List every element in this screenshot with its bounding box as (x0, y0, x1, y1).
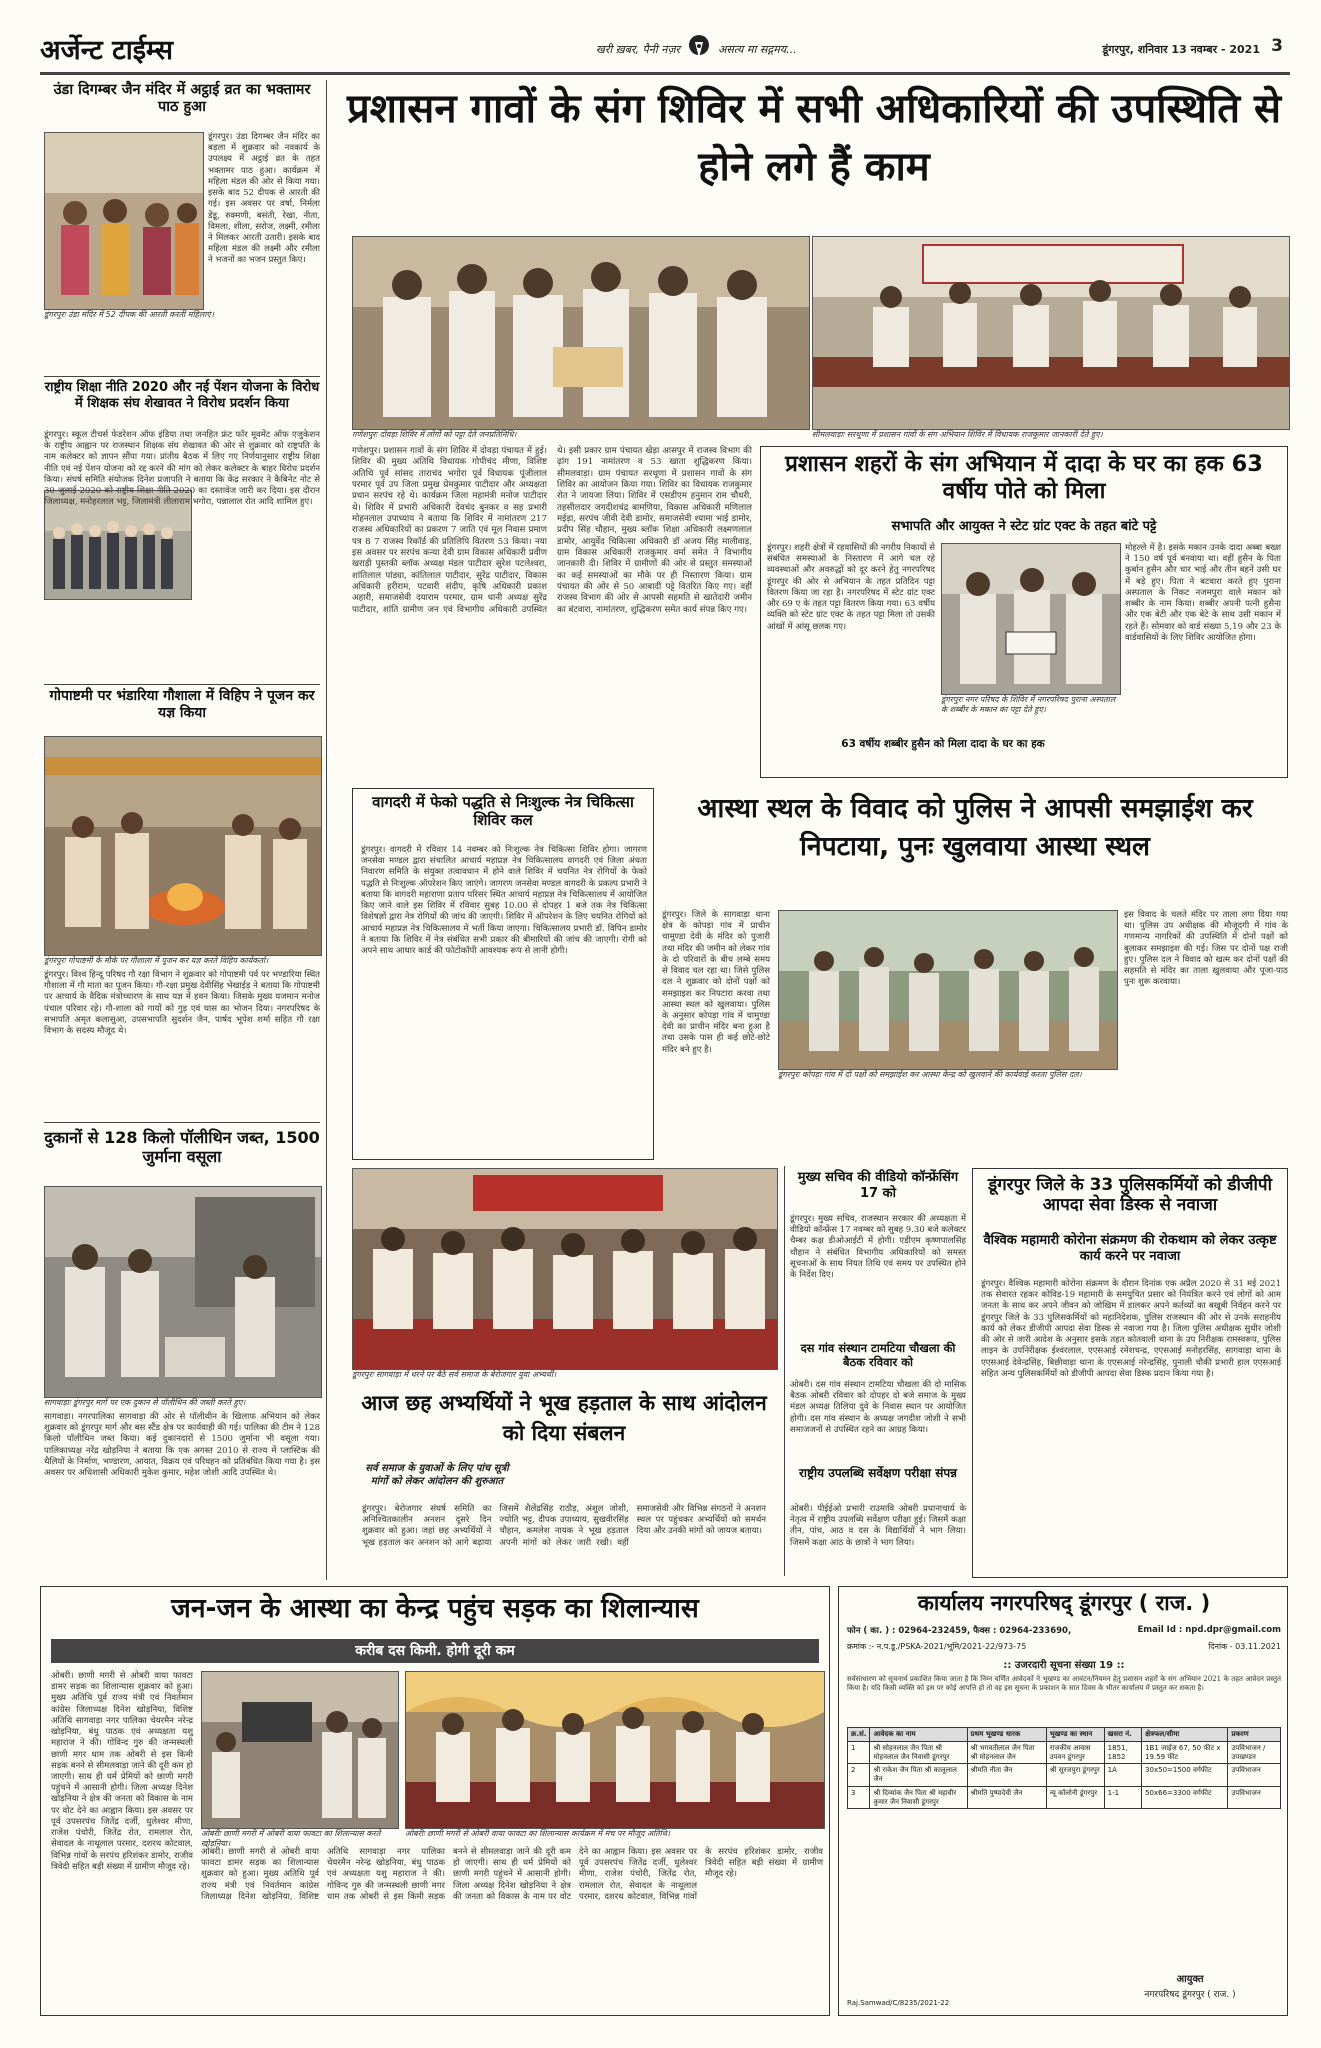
table-cell: श्रीमति पुष्पादेवी जैन (967, 1786, 1046, 1809)
road-caption-left: ओबरीः छाणी मगरी में ओबरी वाया फावटा का शिलान्यास करते खोड़निया। (201, 1829, 381, 1848)
gopashtami-photo (44, 736, 322, 956)
masthead (40, 28, 1290, 70)
column-divider (784, 1166, 785, 1576)
notice-title: कार्यालय नगरपरिषद् डूंगरपुर ( राज. ) (917, 1591, 1211, 1615)
polythene-headline: दुकानों से 128 किलो पॉलीथिन जब्त, 1500 जुर्माना वसूला (44, 1128, 320, 1167)
road-body: ओबरी। छाणी मगरी से ओबरी वाया फावटा डामर सड़क का शिलान्यास शुक्रवार को हुआ। मुख्य अतिथि पूर्व राज्य मंत्री एवं निवर्तमान कांग्रेस जिलाध्यक्ष दिनेश खोड़निया, विशिष्ट अतिथि सागवाड़ा नगर पालिका चेयरमैन नरेन्द्र खोड़निया, बंधु पाठक एवं अध्यक्षता यशु महाराज ने की। गोविन्द गुरु की जन्मस्थली छाणी मगर धाम तक ओबरी से इस किमी सड़क बनने से सीमलवाड़ा जाने की दूरी कम हो जाएगी। साथ ही धर्म प्रेमियों को छाणी मगरी पहुंचने में आसानी होगी। जिला अध्यक्ष दिनेश खोड़निया ने क्षेत्र की जनता को विकास के नाम पर वोट देने का आह्वान किया। इस अवसर पर पूर्व उपसरपंच जितेंद्र दर्जी, धुलेश्वर मीणा, राजेश पंचोरी, जितेंद्र रोत, रामलाल रोत, सेवादल के नाथूलाल परमार, दशरथ कोटवाल, विभिन्न गांवों के सरपंच हरिशंकर डामोर, राजीव त्रिवेदी सहित बड़ी संख्या में ग्रामीण मौजूद रहे। (51, 1671, 193, 1872)
temple-caption: डूंगरपुरः कोपड़ा गांव में दो पक्षों को समझाईश कर आस्था केन्द्र को खुलवाने की कार्यवाई करता पुलिस दल। (778, 1070, 1082, 1079)
table-cell: उपविभाजन (1228, 1764, 1281, 1787)
table-cell: 2 (848, 1764, 870, 1787)
land-headline: प्रशासन शहरों के संग अभियान में दादा के घर का हक 63 वर्षीय पोते को मिला (785, 451, 1263, 504)
temple-headline: आस्था स्थल के विवाद को पुलिस ने आपसी समझाईश कर निपटाया, पुनः खुलवाया आस्था स्थल (697, 793, 1253, 863)
notice-box (838, 1586, 1288, 2016)
vc-headline: मुख्य सचिव की वीडियो कॉन्फ्रेंसिंग 17 को (797, 1170, 959, 1201)
lead-body: गणेशपुर। प्रशासन गावों के संग शिविर में दोवड़ा पंचायत में हुई। शिविर की मुख्य अतिथि विधायक गोपीचंद मीणा, विशिष्ट अतिथि पूर्व सांसद ताराचंद भगोरा पूर्व विधायक पूंजीलाल परमार पूर्व उप जिला प्रमुख प्रेमकुमार पाटीदार और अध्यक्षता प्रधान सरपंच रहे थे। कार्यक्रम जिला महामंत्री मनोज पाटीदार थे। शिविर में प्रभारी अधिकारी देवचंद बुनकर व सह प्रभारी मोहनलाल उपाध्याय ने बताया कि शिविर में नामांतरण 217 राजस्व अधिकारियों का प्रकरण 7 जाति एवं मूल निवास प्रमाण पत्र 8 7 राजस्व रिकॉर्ड की प्रतिलिपि वितरण 53 किया। नया इस अवसर पर सरपंच कन्या देवी ग्राम विकास अधिकारी प्रवीण खराड़ी पुस्तकी ब्लॉक अध्यक्ष मंडल पाटीदार सुरेश पटलेश्वरा, शांतिलाल पांड्या, कांतिलाल पाटीदार, सुरेंद्र पाटीदार, विकास अधिकारी हरीराम, पटवारी संदीप, कृषि अधिकारी प्रकाश अहारी, समाजसेवी दयाराम परमार, ग्राम धानी अध्यक्ष सुरेंद्र पाटीदार, शांति ग्रामीण जन एवं विभागीय अधिकारी उपस्थित थे। इसी प्रकार ग्राम पंचायत खेड़ा आसपुर में राजस्व विभाग की ढ़ांग 191 नामांतरण व 53 खाता शुद्धिकरण किया। सीमलवाड़ा। ग्राम पंचायत सरथूणा में प्रशासन गावों के संग शिविर का आयोजन किया गया। शिविर का विधायक राजकुमार रोत ने जायजा लिया। शिविर में एसडीएम हनुमान राम चौधरी, तहसीलदार जगदीशचंद्र बामणिया, विकास अधिकारी मणिलाल मईड़ा, सरपंच जीवी देवी डामोर, समाजसेवी श्यामा भाई डामोर, प्रदीप सिंह चौहान, मुख्य ब्लॉक शिक्षा अधिकारी लक्ष्मणलाल डामोर, आयुर्वेद चिकित्सा अधिकारी डॉ अजय सिंह मालीवाड़, ग्राम विकास अधिकारी राजकुमार वर्मा समेत ने विभागीय जानकारी दी। शिविर में ग्रामीणों की ओर से प्रस्तुत समस्याओं का कई समस्याओं का मौके पर ही निस्तारण किया। ग्राम पंचायत की ओर से 50 आबादी पट्टे वितरित किए गए। वहीं राजस्व विभाग की ओर से आपसी सहमति से खातेदारी जमीन का बंटवारा, नामांतरण, शुद्धिकरण समेत कार्य संपन्न किए गए। (352, 446, 752, 615)
table-cell: राजकीय आवास उपवन डूंगरपुर (1046, 1741, 1104, 1764)
land-caption: डूंगरपुरः नगर परिषद के शिविर में नगरपरिषद पुराना अस्पताल के शब्बीर के मकान का पट्टा देते हुए। (941, 695, 1116, 714)
table-cell: श्री दिव्यांक जैन पिता श्री महावीर कुमार जैन निवासी डूंगरपुर (870, 1786, 967, 1809)
police-subhead: वैश्विक महामारी कोरोना संक्रमण की रोकथाम को लेकर उत्कृष्ट कार्य करने पर नवाजा (983, 1233, 1277, 1264)
table-cell: 1 (848, 1741, 870, 1764)
gopashtami-body: डूंगरपुर। विश्व हिन्दू परिषद गौ रक्षा विभाग ने शुक्रवार को गोपाष्टमी पर्व पर भण्डारिया स्थित गौशाला में गौ माता का पूजन किया। गौ-रक्षा प्रमुख देवीसिंह भेखाईड़ ने बताया कि गोपाष्टमी पर आचार्य के वैदिक मंत्रोच्चारण के साथ यज्ञ में हवन किया। जिसके मुख्य यजमान मनोज पंचाल परिवार रहे। गौ-शाला को गायों को गुड़ एवं घास का भोजन दिया। नगरपरिषद के सभापति अमृत कलासुआ, उपसभापति सुदर्शन जैन, पार्षद भूपेश शर्मा सहित गौ रक्षा विभाग के सदस्य मौजूद थे। (44, 970, 320, 1037)
table-cell: 1A (1104, 1764, 1141, 1787)
table-cell: 50x66=3300 वर्गफीट (1142, 1786, 1228, 1809)
gopashtami-headline: गोपाष्टमी पर भंडारिया गौशाला में विहिप ने पूजन कर यज्ञ किया (49, 688, 315, 721)
newspaper-name: अर्जेन्ट टाईम्स (40, 35, 174, 66)
tamtiya-body: ओबरी। दस गांव संस्थान टामटिया चौखला की दो मासिक बैठक ओबरी रविवार को दोपहर दो बजे समाज के मुख्य मंडल अध्यक्ष तिलिया दुवे के निवास स्थान पर आयोजित होगी। दस गांव संस्थान के अध्यक्ष जगदीश जोशी ने सभी समाजजनों से उपस्थित रहने का आग्रह किया। (790, 1380, 966, 1435)
masthead-tagline-right: असत्य मा सद्गमय... (718, 43, 797, 56)
hunger-photo (352, 1168, 778, 1370)
page-number: 3 (1271, 36, 1283, 56)
hunger-headline: आज छह अभ्यर्थियों ने भूख हड़ताल के साथ आंदोलन को दिया संबलन (361, 1391, 767, 1446)
land-body-2: मोहल्ले में है। इसके मकान उनके दादा अब्बा बख्श ने 150 वर्ष पूर्व बनवाया था। वहीं हुसैन के पिता कुर्बान हुसैन और चार भाई और तीन बहनें उसी घर में बड़े हुए। पिता ने बटवारा करते हुए पुराना अस्पताल के निकट नजमपुरा वाले मकान को शब्बीर के नाम किया। शब्बीर अपनी पत्नी हुसैना और एक बेटी और एक बेटे के साथ उसी मकान में रहते हैं। सोमवार को वार्ड संख्या 5,19 और 23 के वार्डवासियों के लिए शिविर आयोजित होगा। (1125, 543, 1281, 643)
notice-table-header: क्षेत्रफल/सीमा (1142, 1728, 1228, 1742)
road-box (40, 1586, 830, 2016)
notice-table-header: खसरा नं. (1104, 1728, 1141, 1742)
notice-subject: :: उजरदारी सूचना संख्या 19 :: (1003, 1660, 1125, 1671)
table-row (848, 1741, 1281, 1764)
notice-signatory-office: नगरपरिषद डूंगरपुर ( राज. ) (1144, 1990, 1236, 2000)
notice-date: दिनांक - 03.11.2021 (1208, 1642, 1281, 1651)
jain-caption: डूंगरपुरः उंडा मंदिर में 52 दीपक की आरती करती महिलाएं। (44, 310, 214, 319)
road-body-continued (201, 1847, 823, 2009)
hunger-caption: डूंगरपुरः सागवाड़ा में धरने पर बैठे सर्व समाज के बेरोजगार युवा अभ्यर्थी। (352, 1370, 557, 1379)
eye-headline: वागदरी में फेको पद्धति से निःशुल्क नेत्र चिकित्सा शिविर कल (372, 793, 634, 829)
polythene-caption: सागवाड़ाः डूंगरपुर मार्ग पर एक दुकान से पॉलीथिन की जब्ती करते हुए। (44, 1398, 246, 1407)
table-cell: 1851, 1852 (1104, 1741, 1141, 1764)
notice-intro: सर्वसाधारण को सूचनार्थ प्रकाशित किया जाता है कि निम्न वर्णित आवेदकों ने भूखण्ड का आवंटन/नियमन हेतु प्रशासन शहरों के संग अभियान 2021 के तहत आवेदन प्रस्तुत किया है। यदि किसी व्यक्ति को इस पर कोई आपत्ति हो तो वह इस सूचना के प्रकाशन के सात दिवस के भीतर कार्यालय में प्रस्तुत कर सकता है। (847, 1675, 1281, 1693)
table-cell: श्री सूरजपुरा डूंगरपुर (1046, 1764, 1104, 1787)
notice-table-header: प्रथम भूखण्ड धारक (967, 1728, 1046, 1742)
table-cell: श्री राकेश जैन पिता श्री कालूलाल जैन (870, 1764, 967, 1787)
police-box (972, 1168, 1288, 1578)
table-cell: 1-1 (1104, 1786, 1141, 1809)
dateline: डूंगरपुर, शनिवार 13 नवम्बर - 2021 (1102, 43, 1260, 56)
polythene-photo (44, 1186, 322, 1398)
temple-photo (778, 910, 1118, 1070)
table-row (848, 1764, 1281, 1787)
table-cell: उपविभाजन (1228, 1786, 1281, 1809)
lead-caption-right: सीमलवाड़ाः सरथूणा में प्रशासन गांवों के संग अभियान शिविर में विधायक राजकुमार जानकारी देते हुए। (812, 430, 1103, 439)
table-cell: 30x50=1500 वर्गफीट (1142, 1764, 1228, 1787)
pension-body: डूंगरपुर। स्कूल टीचर्स फेडरेशन ऑफ इंडिया तथा जनहित फ्रंट फॉर मूवमेंट ऑफ एजुकेशन के राष्ट्रीय आह्वान पर राजस्थान शिक्षक संघ शेखावत की ओर से शुक्रवार को राष्ट्रपति के नाम कलेक्टर को ज्ञापन सौंपा गया। प्रांतीय बैठक में लिए गए निर्णयानुसार राष्ट्रीय शिक्षा नीति एवं नई पेंशन योजना को रद्द करने की मांग को लेकर कलेक्टर के बाहर विरोध प्रदर्शन किया। संघर्ष समिति संयोजक दिनेश प्रजापति ने बताया कि केंद्र सरकार ने कैबिनेट नोट से 30 जुलाई 2020 को राष्ट्रीय शिक्षा नीति 2020 का दस्तावेज जारी कर दिया। इस दौरान जिलाध्यक्ष, मनोहरलाल भट्ट, जिलामंत्री लीलाराम भगोरा, पन्नालाल रोत आदि शामिल हुए। (44, 430, 320, 508)
police-headline: डूंगरपुर जिले के 33 पुलिसकर्मियों को डीजीपी आपदा सेवा डिस्क से नवाजा (988, 1175, 1272, 1216)
lead-headline: प्रशासन गावों के संग शिविर में सभी अधिकारियों की उपस्थिति से होने लगे हैं काम (346, 86, 1282, 190)
notice-table-header-row (848, 1728, 1281, 1742)
table-cell: श्रीमति नीता जैन (967, 1764, 1046, 1787)
divider (44, 1122, 320, 1123)
notice-table-wrap (847, 1727, 1281, 1947)
notice-email: Email Id : npd.dpr@gmail.com (1137, 1625, 1281, 1635)
lead-photo-right (812, 236, 1290, 430)
road-photo-right (405, 1671, 825, 1829)
land-body-1: डूंगरपुर। शहरी क्षेत्रों में रहवासियों की नगरीय निकायों से संबंधित समस्याओं के निस्तारण में आगे चल रहे व्यवस्थाओं और अवरुद्धों को दूर करने हेतु नगरपरिषद डूंगरपुर की ओर से अभियान के तहत प्रतिदिन पट्टा वितरण किया जा रहा है। नगरपरिषद में स्टेट ग्रांट एक्ट और 69 ए के तहत पट्टा वितरण किया गया। 63 वर्षीय व्यक्ति को स्टेट ग्रांट एक्ट के तहत पट्टा मिला तो उसकी आंखों में आंसू छलक गए। (767, 543, 935, 632)
notice-table-header: भूखण्ड का स्थान (1046, 1728, 1104, 1742)
hunger-body: डूंगरपुर। बेरोजगार संघर्ष समिति का अनिश्चितकालीन अनशन दूसरे दिन शुक्रवार को हुआ। जहां छह अभ्यर्थियों ने भूख हड़ताल कर अनशन को आगे बढ़ाया जिसमें शैलेंद्रसिंह राठौड़, अंशुल जोशी, ज्योति भट्ट, दीपक उपाध्याय, सुखवीरसिंह चौहान, कमलेश नायक ने भूख हड़ताल अपनी मांगों को लेकर जारी रखी। वहीं समाजसेवी और विभिन्न संगठनों ने अनशन स्थल पर पहुंचकर अभ्यर्थियों को समर्थन दिया और उनकी मांगों को जायज बताया। (362, 1504, 766, 1548)
notice-table-header: क्र.सं. (848, 1728, 870, 1742)
survey-headline: राष्ट्रीय उपलब्धि सर्वेक्षण परीक्षा संपन्न (799, 1466, 957, 1480)
pen-nib-icon (688, 34, 710, 64)
jain-body: डूंगरपुर। उंडा दिगम्बर जैन मंदिर का बड़ला में शुक्रवार को नवकार्य के उपलक्ष्य में अट्ठाई व्रत के तहत भक्तामर पाठ हुआ। कार्यक्रम में महिला मंडल की ओर से किया गया। इसके बाद 52 दीपक से आरती की गई। इस अवसर पर वर्षा, निर्मला डेंडू, रुक्मणी, बसंती, रेखा, नीता, विमला, शीला, सरोज, लक्ष्मी, रमीला ने मिलकर आरती उतारी। इसके बाद महिला मंडल की लक्ष्मी और रमीला ने भजनों का भजन प्रस्तुत किए। (208, 132, 320, 266)
jain-headline: उंडा दिगम्बर जैन मंदिर में अट्ठाई व्रत का भक्तामर पाठ हुआ (53, 82, 311, 116)
gopashtami-caption: डूंगरपुरः गोपाष्टमी के मौके पर गौशाला में पूजन कर यज्ञ करते विहिप कार्यकर्ता। (44, 956, 269, 965)
road-body-text: ओबरी। छाणी मगरी से ओबरी वाया फावटा डामर सड़क का शिलान्यास शुक्रवार को हुआ। मुख्य अतिथि पूर्व राज्य मंत्री एवं निवर्तमान कांग्रेस जिलाध्यक्ष दिनेश खोड़निया, विशिष्ट अतिथि सागवाड़ा नगर पालिका चेयरमैन नरेन्द्र खोड़निया, बंधु पाठक एवं अध्यक्षता यशु महाराज ने की। गोविन्द गुरु की जन्मस्थली छाणी मगर धाम तक ओबरी से इस किमी सड़क बनने से सीमलवाड़ा जाने की दूरी कम हो जाएगी। साथ ही धर्म प्रेमियों को छाणी मगरी पहुंचने में आसानी होगी। जिला अध्यक्ष दिनेश खोड़निया ने क्षेत्र की जनता को विकास के नाम पर वोट देने का आह्वान किया। इस अवसर पर पूर्व उपसरपंच जितेंद्र दर्जी, धुलेश्वर मीणा, राजेश पंचोरी, जितेंद्र रोत, रामलाल रोत, सेवादल के नाथूलाल परमार, दशरथ कोटवाल, विभिन्न गांवों के सरपंच हरिशंकर डामोर, राजीव त्रिवेदी सहित बड़ी संख्या में ग्रामीण मौजूद रहे। (201, 1847, 823, 1902)
road-subhead: करीब दस किमी. होगी दूरी कम (51, 1639, 819, 1663)
notice-ref-no: क्रमांक :- न.प.डू./PSKA-2021/भूमि/2021-22/973-75 (847, 1642, 1027, 1651)
police-body: डूंगरपुर। वैश्विक महामारी कोरोना संक्रमण के दौरान दिनांक एक अप्रैल 2020 से 31 मई 2021 तक सेवारत रहकर कोविड-19 महामारी के समयुचित प्रसार को नियंत्रित करने एवं लोगों को आम जनता के साथ कर अपने जीवन को जोखिम में डालकर अपने कर्तव्यों का बखूबी निर्वहन करने पर डूंगरपुर जिले के 33 पुलिसकर्मियों को महानिदेशक, पुलिस राजस्थान की ओर से उनके सराहनीय कार्य को लेकर डीजीपी आपदा सेवा डिस्क से नवाजा गया है। जिला पुलिस अधीक्षक सुधीर जोशी की ओर से जारी आदेश के अनुसार इसके तहत कोतवाली थाना के उप निरीक्षक रामस्वरूप, पुलिस लाइन के उपनिरीक्षक ईश्वरलाल, एएसआई रमेशचन्द्र, एएसआई मनोहरसिंह, सागवाड़ा थाना के एएसआई देवेन्द्रसिंह, बिछीवाड़ा थाना के एएसआई नरेन्द्रसिंह, पुनाली चौकी प्रभारी हाल एएसआई सहित अन्य पुलिसकर्मियों को डीजीपी आपदा सेवा डिस्क प्रदान किया गया है। (981, 1279, 1281, 1379)
notice-table-header: आवेदक का नाम (870, 1728, 967, 1742)
eye-body: डूंगरपुर। वागदरी में रविवार 14 नवम्बर को निःशुल्क नेत्र चिकित्सा शिविर होगा। जागरण जनसेवा मण्डल द्वारा संचालित आचार्य महाप्रज्ञ नेत्र चिकित्सालय वागदरी एवं जिला अंधता निवारण समिति के संयुक्त तत्वावधान में होने वाले शिविर में चयनित नेत्र रोगियों के फेको पद्धति से निःशुल्क ऑपरेशन किए जाएंगे। जागरण जनसेवा मण्डल वागदरी के प्रकल्प प्रभारी ने बताया कि वागदरी महाराणा प्रताप परिसर स्थित आचार्य महाप्रज्ञ नेत्र चिकित्सालय में आयोजित किए जाने वाले इस शिविर में रविवार सुबह 10.00 से दोपहर 1 बजे तक नेत्र चिकित्सा विशेषज्ञों द्वारा नेत्र रोगियों की जांच की जाएगी। शिविर में ऑपरेशन के लिए चयनित रोगियों को आचार्य महाप्रज्ञ नेत्र चिकित्सालय में भर्ती किया जाएगा। चिकित्सालय प्रभारी डॉ. विपिन डामोर ने बताया कि शिविर में नेत्र संबंधित सभी प्रकार की बीमारियों की जांच की जाएगी। रोगी को अपने साथ आधार कार्ड की फोटोकॉपी आवश्यक रूप से लानी होगी। (361, 845, 647, 956)
lead-photo-left (352, 236, 810, 430)
land-highlight: 63 वर्षीय शब्बीर हुसैन को मिला दादा के घर का हक (841, 738, 1045, 750)
polythene-body: सागवाड़ा। नगरपालिका सागवाड़ा की ओर से पॉलीथीन के खिलाफ अभियान को लेकर शुक्रवार को डूंगरपुर मार्ग और बस स्टैंड क्षेत्र पर कार्यवाही की गई। पालिका की टीम ने 128 किलो पॉलीथिन जब्त किया। कई दुकानदारों से 1500 जुर्माना भी वसूला गया। पालिकाध्यक्ष नरेंद्र खोड़निया ने बताया कि एक अगस्त 2010 से राज्य में प्लास्टिक की थैलियों के निर्माण, भण्डारण, आयात, विक्रय एवं परिवहन को प्रतिबंधित किया गया है। इस अवसर पर अधिशासी अधिकारी मुकेश कुमार, महेश जोशी आदि उपस्थित थे। (44, 1412, 320, 1479)
table-cell: उपविभाजन / उपखण्डन (1228, 1741, 1281, 1764)
land-subhead: सभापति और आयुक्त ने स्टेट ग्रांट एक्ट के तहत बांटे पट्टे (891, 519, 1157, 534)
table-cell: श्री सोहनलाल जैन पिता श्री मोहनलाल जैन निवासी डूंगरपुर (870, 1741, 967, 1764)
divider (44, 684, 320, 685)
masthead-tagline-left: खरी ख़बर, पैनी नज़र (595, 43, 680, 56)
table-cell: श्री भगवतीलाल जैन पिता श्री मोहनलाल जैन (967, 1741, 1046, 1764)
eye-box (352, 788, 654, 1160)
road-headline: जन-जन के आस्था का केन्द्र पहुंच सड़क का शिलान्यास (171, 1593, 699, 1624)
temple-body-1: डूंगरपुर। जिले के सागवाड़ा थाना क्षेत्र के कोपड़ा गांव में प्राचीन चामुण्डा देवी के मंदिर को पुजारी तथा मंदिर की जमीन को लेकर गांव के दो परिवारों के बीच लम्बे समय से विवाद चल रहा था। जिसे पुलिस दल ने शुक्रवार को दोनों पक्षों को समझाइश कर निपटारा करवा तथा आस्था स्थल को खुलवाया। पुलिस के अनुसार कोपड़ा गांव में चामुण्डा देवी का प्राचीन मंदिर बना हुआ है तथा उसके पास ही कई छोटे-छोटे मंदिर बने हुए है। (662, 910, 770, 1055)
tamtiya-headline: दस गांव संस्थान टामटिया चौखला की बैठक रविवार को (800, 1341, 956, 1369)
notice-table (847, 1727, 1281, 1809)
notice-reg-no: Raj.Samwad/C/8235/2021-22 (847, 1999, 950, 2007)
road-photo-left (201, 1671, 399, 1829)
notice-signatory: आयुक्त (1176, 1974, 1204, 1985)
notice-phone: फोन ( का. ) : 02964-232459, फैक्स : 02964-233690, (847, 1626, 1072, 1636)
divider (44, 376, 320, 377)
road-caption-right: ओबरीः छाणी मगरी से ओबरी वाया फावटा का शिलान्यास कार्यक्रम में मंच पर मौजूद अतिथि। (405, 1829, 670, 1838)
notice-table-header: प्रकरण (1228, 1728, 1281, 1742)
pension-headline: राष्ट्रीय शिक्षा नीति 2020 और नई पेंशन योजना के विरोध में शिक्षक संघ शेखावत ने विरोध प्रदर्शन किया (44, 380, 320, 411)
lead-caption-left: गणेशपुरः दोवड़ा शिविर में लोगों को पट्टा देते जनप्रतिनिधि। (352, 430, 517, 439)
hunger-subhead: सर्व समाज के युवाओं के लिए पांच सूत्री मांगों को लेकर आंदोलन की शुरुआत (365, 1463, 509, 1487)
jain-photo (44, 132, 204, 310)
table-cell: न्यू कॉलोनी डूंगरपुर (1046, 1786, 1104, 1809)
table-row (848, 1786, 1281, 1809)
temple-body-2: इस विवाद के चलते मंदिर पर ताला लगा दिया गया था। पुलिस उप अधीक्षक की मौजूदगी में गांव के गणमान्य नागरिकों की उपस्थिति में दोनों पक्षों को बुलाकर समझाइश की गई। जिस पर दोनों पक्ष राजी हुए। पुलिस दल ने विवाद को खत्म कर दोनों पक्षों की सहमति से मंदिर का ताला खुलवाया और पूजा-पाठ पुनः शुरू करवाया। (1124, 910, 1288, 988)
masthead-rule (40, 72, 1290, 75)
table-cell: 3 (848, 1786, 870, 1809)
land-box (760, 446, 1288, 778)
survey-body: ओबरी। पीईईओ प्रभारी राउमावि ओबरी प्रधानाचार्य के नेतृत्व में राष्ट्रीय उपलब्धि सर्वेक्षण परीक्षा हुई। जिसमें कक्षा तीन, पांच, आठ व दस के विद्यार्थियों ने भाग लिया। जिसमें कक्षा आठ के छात्रों ने भाग लिया। (790, 1504, 966, 1548)
table-cell: 1B1 जाईज 67, 50 फीट x 19.59 फीट (1142, 1741, 1228, 1764)
column-divider (326, 80, 327, 1580)
land-photo (941, 543, 1121, 695)
vc-body: डूंगरपुर। मुख्य सचिव, राजस्थान सरकार की अध्यक्षता में वीडियो कॉन्फ्रेंस 17 नवम्बर को सुबह 9.30 बजे कलेक्टर चैम्बर कक्ष डीओआईटी में होगी। एडीएम कृष्णपालसिंह चौहान ने संबंधित विभागीय अधिकारियों को समस्त सूचनाओं के साथ नियत तिथि एवं समय पर उपस्थित होने के निर्देश दिए। (790, 1214, 966, 1281)
